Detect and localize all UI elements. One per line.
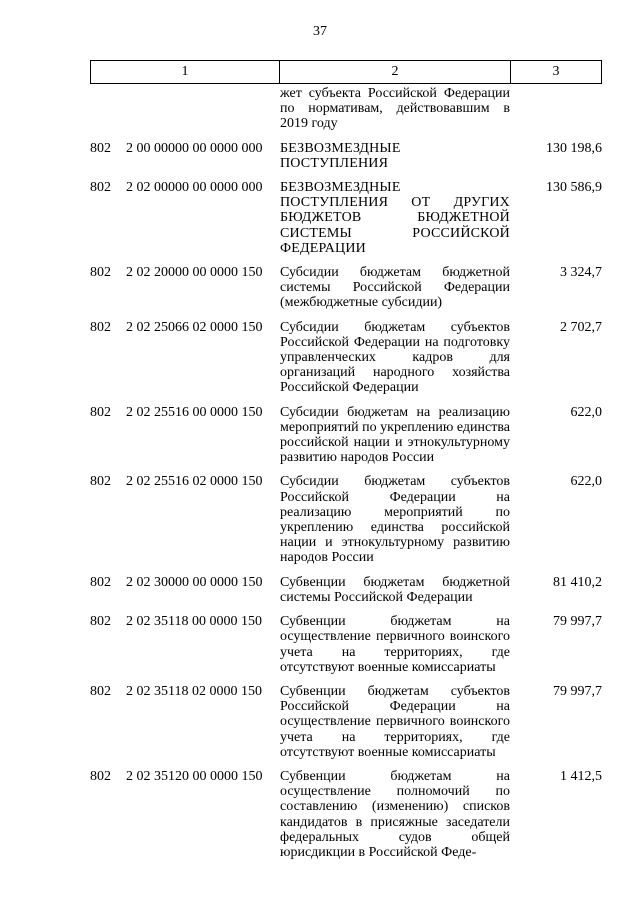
classification-code: 2 02 30000 00 0000 150 — [126, 574, 263, 590]
amount-cell: 79 997,7 — [553, 683, 602, 699]
classification-code: 2 02 20000 00 0000 150 — [126, 265, 263, 281]
description-cell: Субвенции бюджетам на осуществление первичного воинского учета на территориях, где отсутствуют военные комиссариаты — [280, 614, 510, 675]
description-cell: Субвенции бюджетам субъектов Российской Федерации на осуществление первичного воинского учета на территориях, где отсутствуют военные комиссариаты — [280, 683, 510, 760]
admin-code: 802 — [90, 474, 111, 490]
code-cell — [90, 86, 278, 141]
table-row — [90, 180, 602, 265]
admin-code: 802 — [90, 265, 111, 281]
amount-cell: 79 997,7 — [553, 614, 602, 630]
budget-table — [90, 86, 602, 869]
classification-code: 2 00 00000 00 0000 000 — [126, 140, 263, 156]
table-row — [90, 575, 602, 614]
code-cell — [90, 575, 278, 614]
code-cell — [90, 405, 278, 475]
admin-code: 802 — [90, 574, 111, 590]
code-cell — [90, 614, 278, 684]
code-cell — [90, 684, 278, 769]
amount-cell: 622,0 — [570, 474, 602, 490]
description-cell: Субсидии бюджетам на реализацию мероприятий по укреплению единства российской нации и этнокультурному развитию народов России — [280, 404, 510, 466]
description-cell: Субсидии бюджетам бюджетной системы Российской Федерации (межбюджетные субсидии) — [280, 265, 510, 311]
table-row — [90, 474, 602, 574]
table-row — [90, 769, 602, 869]
description-cell: Субвенции бюджетам бюджетной системы Российской Федерации — [280, 574, 510, 605]
code-cell — [90, 320, 278, 405]
amount-cell: 130 198,6 — [546, 140, 602, 156]
code-cell — [90, 180, 278, 265]
classification-code: 2 02 25066 02 0000 150 — [126, 319, 263, 335]
description-cell: БЕЗВОЗМЕЗДНЫЕ ПОСТУПЛЕНИЯ — [280, 140, 401, 171]
amount-cell: 81 410,2 — [553, 574, 602, 590]
code-cell — [90, 265, 278, 320]
code-cell — [90, 141, 278, 180]
amount-cell: 1 412,5 — [560, 768, 602, 784]
code-cell — [90, 474, 278, 574]
description-cell: Субвенции бюджетам на осуществление полномочий по составлению (изменению) списков кандидатов в присяжные заседатели федеральных судов общей юрисдикции в Российской Феде- — [280, 768, 510, 860]
table-row — [90, 405, 602, 475]
table-row — [90, 141, 602, 180]
admin-code: 802 — [90, 319, 111, 335]
admin-code: 802 — [90, 404, 111, 420]
table-row — [90, 684, 602, 769]
amount-cell: 2 702,7 — [560, 319, 602, 335]
classification-code: 2 02 00000 00 0000 000 — [126, 180, 263, 196]
table-row — [90, 320, 602, 405]
admin-code: 802 — [90, 614, 111, 630]
classification-code: 2 02 35118 02 0000 150 — [126, 683, 262, 699]
amount-cell — [512, 86, 602, 141]
table-row — [90, 86, 602, 141]
description-cell: Субсидии бюджетам субъектов Российской Федерации на реализацию мероприятий по укреплению единства российской нации и этнокультурному развитию народов России — [280, 474, 510, 566]
admin-code: 802 — [90, 140, 111, 156]
classification-code: 2 02 25516 02 0000 150 — [126, 474, 263, 490]
code-cell — [90, 769, 278, 869]
table-row — [90, 265, 602, 320]
classification-code: 2 02 35118 00 0000 150 — [126, 614, 262, 630]
table-row — [90, 614, 602, 684]
classification-code: 2 02 25516 00 0000 150 — [126, 404, 263, 420]
admin-code: 802 — [90, 768, 111, 784]
page-number: 37 — [313, 24, 327, 39]
admin-code: 802 — [90, 683, 111, 699]
amount-cell: 622,0 — [570, 404, 602, 420]
table-header — [90, 60, 602, 84]
amount-cell: 3 324,7 — [560, 265, 602, 281]
header-col-3: 3 — [511, 61, 602, 84]
description-cell: БЕЗВОЗМЕЗДНЫЕ ПОСТУПЛЕНИЯ ОТ ДРУГИХ БЮДЖЕТОВ БЮДЖЕТНОЙ СИСТЕМЫ РОССИЙСКОЙ ФЕДЕРАЦИИ — [280, 180, 510, 256]
description-cell: жет субъекта Российской Федерации по нормативам, действовавшим в 2019 году — [280, 86, 510, 132]
header-col-1: 1 — [91, 61, 280, 84]
classification-code: 2 02 35120 00 0000 150 — [126, 768, 263, 784]
description-cell: Субсидии бюджетам субъектов Российской Федерации на подготовку управленческих кадров для организаций народного хозяйства Российской Федерации — [280, 319, 510, 396]
header-col-2: 2 — [280, 61, 511, 84]
amount-cell: 130 586,9 — [546, 180, 602, 196]
admin-code: 802 — [90, 180, 111, 196]
